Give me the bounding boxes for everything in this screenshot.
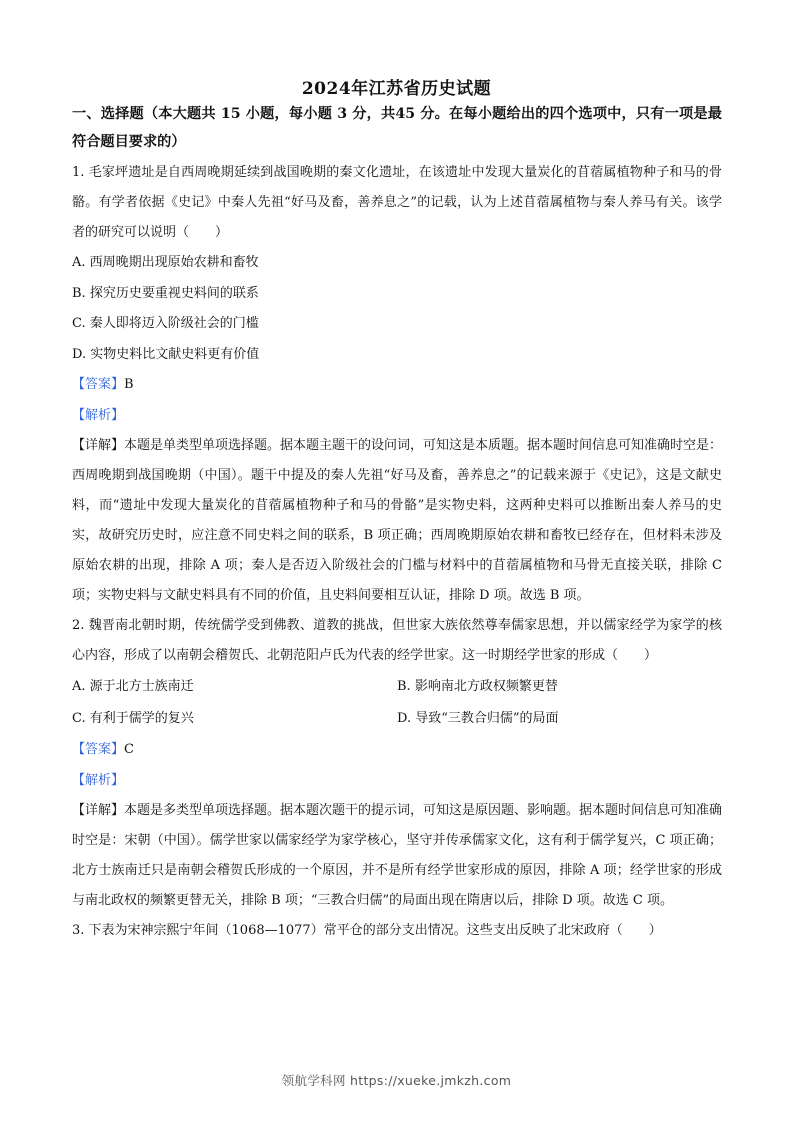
question-2-stem: 2. 魏晋南北朝时期，传统儒学受到佛教、道教的挑战，但世家大族依然尊奉儒家思想，并以儒家经学为家学的核心内容，形成了以南朝会稽贺氏、北朝范阳卢氏为代表的经学世家。这一时期经学世家的形成（ ） xyxy=(72,618,722,663)
question-2-options-row-2 xyxy=(72,703,722,735)
question-1-answer xyxy=(72,370,722,401)
question-2-option-d: D. 导致“三教合归儒”的局面 xyxy=(397,711,559,726)
question-2 xyxy=(72,611,722,916)
question-1-option-c: C. 秦人即将迈入阶级社会的门槛 xyxy=(72,316,259,331)
analysis-tag: 【解析】 xyxy=(72,772,125,788)
question-1-stem: 1. 毛家坪遗址是自西周晚期延续到战国晚期的秦文化遗址，在该遗址中发现大量炭化的苜蓿属植物种子和马的骨骼。有学者依据《史记》中秦人先祖“好马及畜，善养息之”的记载，认为上述苜蓿属植物与秦人养马有关。该学者的研究可以说明（ ） xyxy=(72,165,722,240)
question-2-detail: 【详解】本题是多类型单项选择题。据本题次题干的提示词，可知这是原因题、影响题。据本题时间信息可知准确时空是：宋朝（中国）。儒学世家以儒家经学为家学核心，坚守并传承儒家文化，这有利于儒学复兴，C 项正确；北方士族南迁只是南朝会稽贺氏形成的一个原因，并不是所有经学世家形成的原因，排除 A 项；经学世家的形成与南北政权的频繁更替无关，排除 B 项；“三教合归儒”的局面出现在隋唐以后，排除 D 项。故选 C 项。 xyxy=(72,803,723,908)
answer-tag: 【答案】 xyxy=(72,377,125,392)
question-2-analysis-tag xyxy=(72,766,722,797)
analysis-tag: 【解析】 xyxy=(72,407,125,423)
question-3 xyxy=(72,916,722,946)
answer-tag: 【答案】 xyxy=(72,742,125,757)
question-1-detail: 【详解】本题是单类型单项选择题。据本题主题干的设问词，可知这是本质题。据本题时间信息可知准确时空是：西周晚期到战国晚期（中国）。题干中提及的秦人先祖“好马及畜，善养息之”的记载来源于《史记》，这是文献史料，而“遗址中发现大量炭化的苜蓿属植物种子和马的骨骼”是实物史料，这两种史料可以推断出秦人养马的史实，故研究历史时，应注意不同史料之间的联系，B 项正确；西周晚期原始农耕和畜牧已经存在，但材料未涉及原始农耕的出现，排除 A 项；秦人是否迈入阶级社会的门槛与材料中的苜蓿属植物和马骨无直接关联，排除 C 项；实物史料与文献史料具有不同的价值，且史料间要相互认证，排除 D 项。故选 B 项。 xyxy=(72,438,723,603)
footer-watermark: 领航学科网 https://xueke.jmkzh.com xyxy=(281,1073,512,1088)
question-2-option-a: A. 源于北方士族南迁 xyxy=(72,679,194,694)
question-3-stem: 3. 下表为宋神宗熙宁年间（1068—1077）常平仓的部分支出情况。这些支出反映了北宋政府（ ） xyxy=(72,923,662,938)
question-1-option-d: D. 实物史料比文献史料更有价值 xyxy=(72,346,260,362)
question-2-answer xyxy=(72,735,722,766)
answer-value: C xyxy=(124,742,134,757)
question-1 xyxy=(72,158,722,611)
question-2-options-row-1 xyxy=(72,671,722,703)
section-heading: 一、选择题（本大题共 15 小题，每小题 3 分，共45 分。在每小题给出的四个选项中，只有一项是最符合题目要求的） xyxy=(72,106,722,150)
question-2-option-b: B. 影响南北方政权频繁更替 xyxy=(397,679,558,694)
document-body xyxy=(72,100,722,946)
question-1-analysis-tag xyxy=(72,401,722,432)
answer-value: B xyxy=(124,377,134,392)
page-title: 2024年江苏省历史试题 xyxy=(301,79,492,99)
question-1-option-b: B. 探究历史要重视史料间的联系 xyxy=(72,285,259,301)
question-2-option-c: C. 有利于儒学的复兴 xyxy=(72,711,194,726)
question-1-option-a: A. 西周晚期出现原始农耕和畜牧 xyxy=(72,255,259,270)
